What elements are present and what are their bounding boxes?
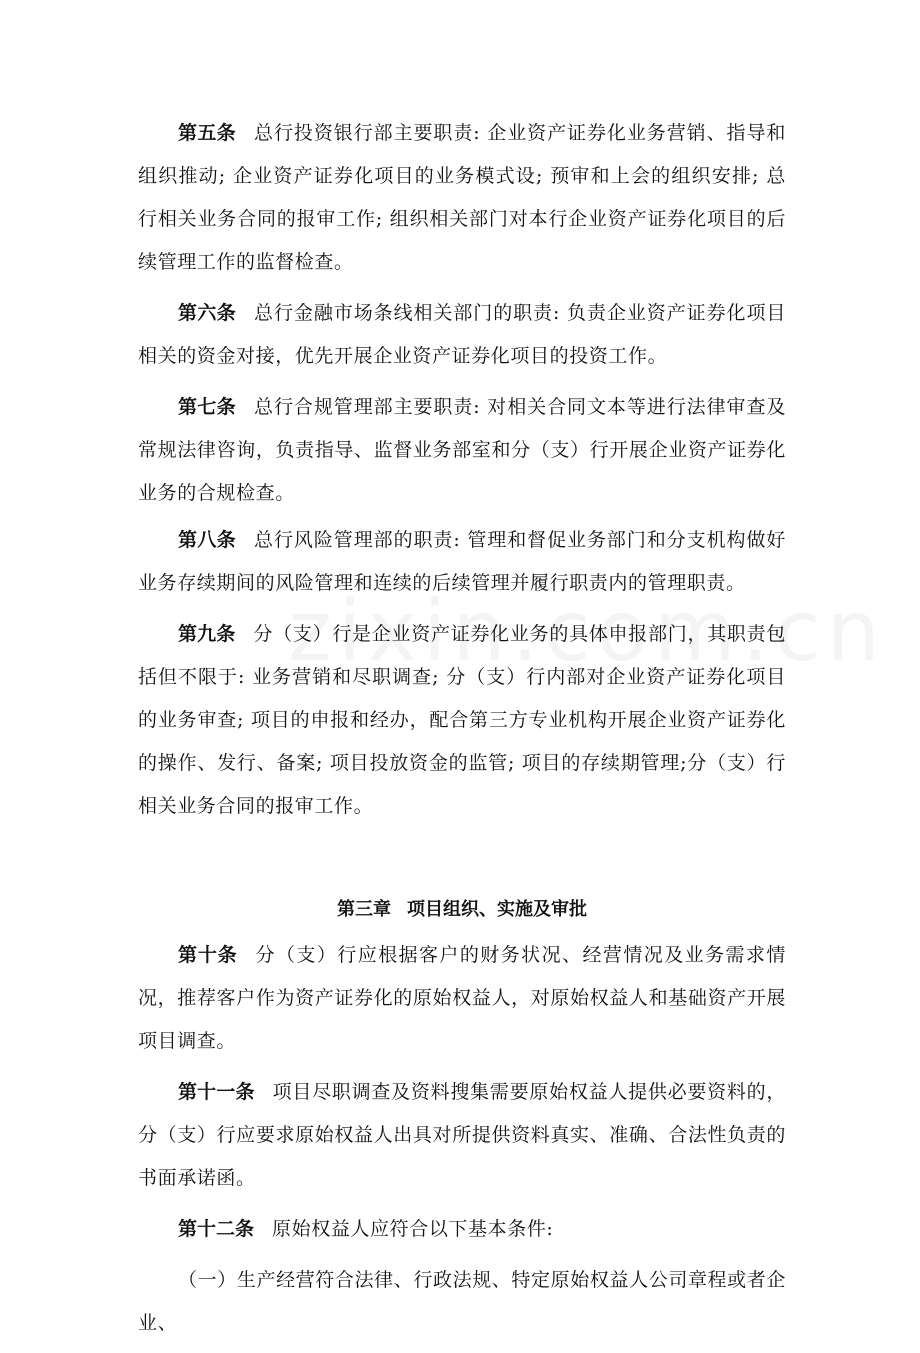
article-number: 第十一条: [178, 1081, 255, 1103]
document-body: [138, 112, 786, 1353]
article-number: 第八条: [178, 529, 237, 551]
article-10: [138, 934, 786, 1063]
clause-1: （一）生产经营符合法律、行政法规、特定原始权益人公司章程或者企业、: [138, 1269, 786, 1334]
article-number: 第七条: [178, 396, 237, 418]
article-text: 总行金融市场条线相关部门的职责: 负责企业资产证券化项目相关的资金对接，优先开展企业资产证券化项目的投资工作。: [138, 302, 786, 367]
article-11: [138, 1071, 786, 1200]
article-number: 第十条: [178, 944, 238, 966]
article-number: 第九条: [178, 623, 236, 645]
article-7: [138, 386, 786, 515]
article-12: [138, 1208, 786, 1251]
article-text: 原始权益人应符合以下基本条件:: [272, 1218, 554, 1240]
article-number: 第六条: [178, 302, 237, 324]
chapter-number: 第三章: [337, 899, 391, 920]
article-6: [138, 292, 786, 378]
article-text: 总行风险管理部的职责: 管理和督促业务部门和分支机构做好业务存续期间的风险管理和连续的后续管理并履行职责内的管理职责。: [138, 529, 786, 594]
article-text: 项目尽职调查及资料搜集需要原始权益人提供必要资料的，分（支）行应要求原始权益人出具对所提供资料真实、准确、合法性负责的书面承诺函。: [138, 1081, 786, 1189]
chapter-title: 项目组织、实施及审批: [407, 899, 587, 920]
chapter-heading: [138, 890, 786, 930]
article-text: 分（支）行是企业资产证券化业务的具体申报部门，其职责包括但不限于: 业务营销和尽职调查; 分（支）行内部对企业资产证券化项目的业务审查; 项目的申报和经办，配合第三方专业机构开展企业资产证券化的操作、发行、备案; 项目投放资金的监管; 项目的存续期管理;分（支）行相关业务合同的报审工作。: [138, 623, 786, 817]
article-number: 第十二条: [178, 1218, 255, 1240]
article-9: [138, 613, 786, 828]
article-number: 第五条: [178, 122, 237, 144]
article-5: [138, 112, 786, 284]
article-8: [138, 519, 786, 605]
article-text: 总行投资银行部主要职责: 企业资产证券化业务营销、指导和组织推动; 企业资产证券化项目的业务模式设; 预审和上会的组织安排; 总行相关业务合同的报审工作; 组织相关部门对本行企业资产证券化项目的后续管理工作的监督检查。: [138, 122, 786, 273]
article-text: 总行合规管理部主要职责: 对相关合同文本等进行法律审查及常规法律咨询，负责指导、监督业务部室和分（支）行开展企业资产证券化业务的合规检查。: [138, 396, 786, 504]
article-text: 分（支）行应根据客户的财务状况、经营情况及业务需求情况，推荐客户作为资产证券化的原始权益人，对原始权益人和基础资产开展项目调查。: [138, 944, 786, 1052]
